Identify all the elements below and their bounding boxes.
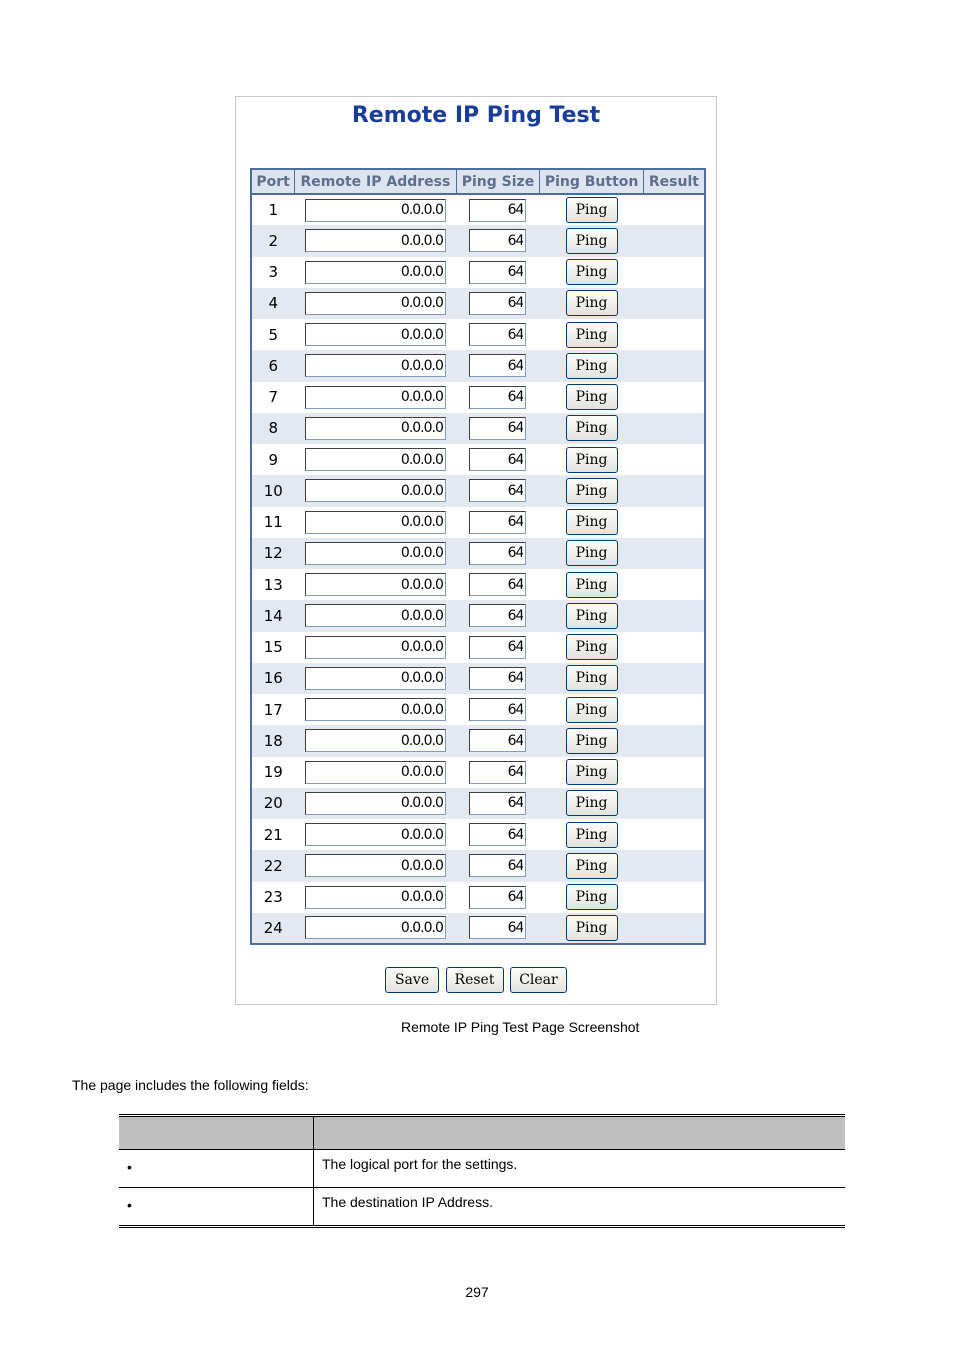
ping-button[interactable]: Ping	[566, 634, 618, 660]
remote-ip-input[interactable]	[305, 636, 446, 659]
size-cell	[456, 632, 540, 663]
button-cell	[540, 882, 644, 913]
button-cell	[540, 757, 644, 788]
table-row	[251, 850, 705, 881]
result-cell	[643, 538, 705, 569]
ping-size-input[interactable]	[469, 261, 526, 284]
ping-rows	[251, 194, 705, 944]
remote-ip-input[interactable]	[305, 916, 446, 939]
result-cell	[643, 725, 705, 756]
table-row	[119, 1150, 845, 1188]
table-row	[251, 382, 705, 413]
field-name-cell	[119, 1150, 314, 1188]
button-cell	[540, 850, 644, 881]
result-cell	[643, 319, 705, 350]
ping-button[interactable]: Ping	[566, 259, 618, 285]
ping-table	[250, 168, 706, 945]
ip-cell	[295, 850, 457, 881]
table-row	[251, 694, 705, 725]
ip-cell	[295, 913, 457, 944]
table-row	[251, 788, 705, 819]
ping-size-input[interactable]	[469, 199, 526, 222]
table-row	[251, 757, 705, 788]
ping-button[interactable]: Ping	[566, 665, 618, 691]
remote-ip-input[interactable]	[305, 511, 446, 534]
remote-ip-input[interactable]	[305, 261, 446, 284]
ip-cell	[295, 569, 457, 600]
clear-button[interactable]: Clear	[510, 967, 567, 993]
ping-size-input[interactable]	[469, 604, 526, 627]
table-row	[251, 413, 705, 444]
button-cell	[540, 725, 644, 756]
table-row	[251, 350, 705, 381]
page-number: 297	[465, 1284, 489, 1300]
panel-title: Remote IP Ping Test	[351, 103, 601, 128]
table-row	[251, 444, 705, 475]
port-number: 23	[251, 882, 295, 913]
ping-button[interactable]: Ping	[566, 353, 618, 379]
table-row	[251, 725, 705, 756]
size-cell	[456, 319, 540, 350]
result-cell	[643, 413, 705, 444]
ping-size-input[interactable]	[469, 823, 526, 846]
table-row	[251, 319, 705, 350]
table-header-row	[251, 169, 705, 194]
port-number: 12	[251, 538, 295, 569]
button-cell	[540, 319, 644, 350]
result-cell	[643, 507, 705, 538]
port-number: 17	[251, 694, 295, 725]
size-cell	[456, 538, 540, 569]
result-cell	[643, 788, 705, 819]
table-row	[251, 538, 705, 569]
result-cell	[643, 882, 705, 913]
ip-cell	[295, 819, 457, 850]
column-header-ping-size: Ping Size	[456, 169, 540, 194]
table-row	[251, 600, 705, 631]
result-cell	[643, 913, 705, 944]
field-name-cell	[119, 1188, 314, 1227]
ip-cell	[295, 725, 457, 756]
result-cell	[643, 288, 705, 319]
button-cell	[540, 694, 644, 725]
ip-cell	[295, 788, 457, 819]
ip-cell	[295, 444, 457, 475]
port-number: 20	[251, 788, 295, 819]
remote-ip-input[interactable]	[305, 854, 446, 877]
ip-cell	[295, 225, 457, 256]
port-number: 6	[251, 350, 295, 381]
port-number: 19	[251, 757, 295, 788]
result-cell	[643, 569, 705, 600]
table-row	[119, 1188, 845, 1227]
ip-cell	[295, 632, 457, 663]
table-row	[251, 913, 705, 944]
ip-cell	[295, 600, 457, 631]
port-number: 2	[251, 225, 295, 256]
ip-cell	[295, 288, 457, 319]
intro-text: The page includes the following fields:	[72, 1077, 309, 1093]
button-cell	[540, 538, 644, 569]
button-cell	[540, 225, 644, 256]
form-buttons	[236, 967, 716, 993]
ping-button[interactable]: Ping	[566, 822, 618, 848]
result-cell	[643, 694, 705, 725]
ip-cell	[295, 538, 457, 569]
remote-ip-input[interactable]	[305, 698, 446, 721]
port-number: 11	[251, 507, 295, 538]
ping-size-input[interactable]	[469, 854, 526, 877]
ping-button[interactable]: Ping	[566, 384, 618, 410]
size-cell	[456, 913, 540, 944]
table-row	[251, 569, 705, 600]
size-cell	[456, 257, 540, 288]
remote-ip-input[interactable]	[305, 823, 446, 846]
button-cell	[540, 475, 644, 506]
ip-cell	[295, 319, 457, 350]
remote-ip-input[interactable]	[305, 229, 446, 252]
button-cell	[540, 382, 644, 413]
result-cell	[643, 194, 705, 225]
ping-size-input[interactable]	[469, 323, 526, 346]
size-cell	[456, 850, 540, 881]
ping-size-input[interactable]	[469, 386, 526, 409]
ping-size-input[interactable]	[469, 448, 526, 471]
port-number: 16	[251, 663, 295, 694]
button-cell	[540, 663, 644, 694]
ip-cell	[295, 694, 457, 725]
result-cell	[643, 350, 705, 381]
size-cell	[456, 725, 540, 756]
button-cell	[540, 819, 644, 850]
table-row	[251, 507, 705, 538]
table-row	[251, 475, 705, 506]
button-cell	[540, 194, 644, 225]
ip-cell	[295, 475, 457, 506]
ip-cell	[295, 382, 457, 413]
remote-ip-input[interactable]	[305, 667, 446, 690]
size-cell	[456, 882, 540, 913]
result-cell	[643, 757, 705, 788]
port-number: 5	[251, 319, 295, 350]
ip-cell	[295, 507, 457, 538]
ip-cell	[295, 413, 457, 444]
remote-ip-input[interactable]	[305, 729, 446, 752]
ping-button[interactable]: Ping	[566, 884, 618, 910]
ping-button[interactable]: Ping	[566, 540, 618, 566]
remote-ip-input[interactable]	[305, 761, 446, 784]
fields-header-object	[119, 1116, 314, 1150]
remote-ip-input[interactable]	[305, 292, 446, 315]
ping-button[interactable]: Ping	[566, 447, 618, 473]
size-cell	[456, 663, 540, 694]
remote-ip-input[interactable]	[305, 386, 446, 409]
size-cell	[456, 757, 540, 788]
fields-table	[119, 1114, 845, 1228]
remote-ip-input[interactable]	[305, 573, 446, 596]
ping-size-input[interactable]	[469, 916, 526, 939]
port-number: 22	[251, 850, 295, 881]
result-cell	[643, 850, 705, 881]
ping-size-input[interactable]	[469, 229, 526, 252]
button-cell	[540, 288, 644, 319]
port-number: 4	[251, 288, 295, 319]
button-cell	[540, 569, 644, 600]
size-cell	[456, 507, 540, 538]
field-description: The logical port for the settings.	[314, 1150, 846, 1188]
table-row	[251, 819, 705, 850]
size-cell	[456, 194, 540, 225]
ping-button[interactable]: Ping	[566, 572, 618, 598]
result-cell	[643, 382, 705, 413]
ping-size-input[interactable]	[469, 792, 526, 815]
ip-cell	[295, 194, 457, 225]
bullet: •	[127, 1197, 132, 1213]
table-row	[251, 663, 705, 694]
size-cell	[456, 694, 540, 725]
ping-size-input[interactable]	[469, 479, 526, 502]
table-row	[251, 632, 705, 663]
button-cell	[540, 913, 644, 944]
ping-size-input[interactable]	[469, 417, 526, 440]
port-number: 18	[251, 725, 295, 756]
remote-ip-input[interactable]	[305, 199, 446, 222]
ping-button[interactable]: Ping	[566, 197, 618, 223]
size-cell	[456, 225, 540, 256]
result-cell	[643, 819, 705, 850]
figure-caption: Remote IP Ping Test Page Screenshot	[401, 1019, 640, 1035]
port-number: 3	[251, 257, 295, 288]
ip-cell	[295, 350, 457, 381]
port-number: 7	[251, 382, 295, 413]
column-header-remote-ip: Remote IP Address	[295, 169, 457, 194]
ping-button[interactable]: Ping	[566, 697, 618, 723]
ip-cell	[295, 757, 457, 788]
column-header-result: Result	[643, 169, 705, 194]
ping-size-input[interactable]	[469, 729, 526, 752]
button-cell	[540, 257, 644, 288]
result-cell	[643, 225, 705, 256]
button-cell	[540, 632, 644, 663]
ping-size-input[interactable]	[469, 761, 526, 784]
size-cell	[456, 288, 540, 319]
result-cell	[643, 600, 705, 631]
port-number: 15	[251, 632, 295, 663]
column-header-ping-button: Ping Button	[540, 169, 644, 194]
remote-ip-input[interactable]	[305, 604, 446, 627]
ping-button[interactable]: Ping	[566, 790, 618, 816]
reset-button[interactable]: Reset	[446, 967, 504, 993]
remote-ip-input[interactable]	[305, 479, 446, 502]
ping-size-input[interactable]	[469, 667, 526, 690]
button-cell	[540, 350, 644, 381]
button-cell	[540, 413, 644, 444]
result-cell	[643, 444, 705, 475]
table-row	[251, 882, 705, 913]
result-cell	[643, 663, 705, 694]
port-number: 13	[251, 569, 295, 600]
table-row	[251, 225, 705, 256]
port-number: 1	[251, 194, 295, 225]
field-description: The destination IP Address.	[314, 1188, 846, 1227]
button-cell	[540, 788, 644, 819]
ping-button[interactable]: Ping	[566, 603, 618, 629]
fields-header-description	[314, 1116, 846, 1150]
ping-button[interactable]: Ping	[566, 415, 618, 441]
port-number: 8	[251, 413, 295, 444]
ping-size-input[interactable]	[469, 292, 526, 315]
result-cell	[643, 257, 705, 288]
ip-cell	[295, 663, 457, 694]
ping-size-input[interactable]	[469, 886, 526, 909]
remote-ip-input[interactable]	[305, 792, 446, 815]
size-cell	[456, 600, 540, 631]
remote-ip-input[interactable]	[305, 448, 446, 471]
result-cell	[643, 632, 705, 663]
size-cell	[456, 819, 540, 850]
column-header-port: Port	[251, 169, 295, 194]
port-number: 14	[251, 600, 295, 631]
ip-cell	[295, 882, 457, 913]
ip-cell	[295, 257, 457, 288]
table-row	[251, 257, 705, 288]
size-cell	[456, 413, 540, 444]
port-number: 10	[251, 475, 295, 506]
button-cell	[540, 600, 644, 631]
ping-button[interactable]: Ping	[566, 728, 618, 754]
ping-button[interactable]: Ping	[566, 322, 618, 348]
ping-button[interactable]: Ping	[566, 478, 618, 504]
bullet: •	[127, 1159, 132, 1175]
table-row	[251, 194, 705, 225]
size-cell	[456, 382, 540, 413]
port-number: 21	[251, 819, 295, 850]
save-button[interactable]: Save	[385, 967, 439, 993]
ping-size-input[interactable]	[469, 542, 526, 565]
remote-ip-input[interactable]	[305, 886, 446, 909]
ping-size-input[interactable]	[469, 573, 526, 596]
remote-ip-input[interactable]	[305, 354, 446, 377]
ping-size-input[interactable]	[469, 636, 526, 659]
ping-size-input[interactable]	[469, 511, 526, 534]
size-cell	[456, 444, 540, 475]
ping-button[interactable]: Ping	[566, 759, 618, 785]
size-cell	[456, 350, 540, 381]
result-cell	[643, 475, 705, 506]
button-cell	[540, 507, 644, 538]
screenshot-frame	[235, 96, 717, 1005]
ping-size-input[interactable]	[469, 698, 526, 721]
port-number: 24	[251, 913, 295, 944]
table-row	[251, 288, 705, 319]
size-cell	[456, 475, 540, 506]
remote-ip-input[interactable]	[305, 542, 446, 565]
size-cell	[456, 788, 540, 819]
fields-header-row	[119, 1116, 845, 1150]
remote-ip-input[interactable]	[305, 417, 446, 440]
ping-button[interactable]: Ping	[566, 915, 618, 941]
port-number: 9	[251, 444, 295, 475]
ping-button[interactable]: Ping	[566, 509, 618, 535]
ping-button[interactable]: Ping	[566, 853, 618, 879]
button-cell	[540, 444, 644, 475]
size-cell	[456, 569, 540, 600]
ping-button[interactable]: Ping	[566, 228, 618, 254]
remote-ip-input[interactable]	[305, 323, 446, 346]
ping-button[interactable]: Ping	[566, 290, 618, 316]
ping-size-input[interactable]	[469, 354, 526, 377]
